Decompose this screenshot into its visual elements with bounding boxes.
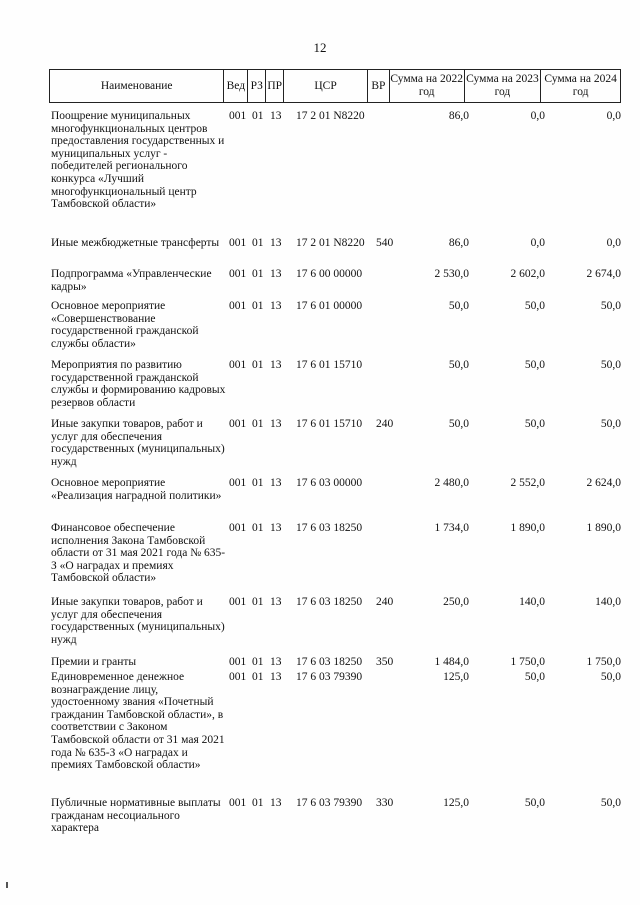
row-sum-2022: 250,0 [443, 596, 469, 608]
header-pr: ПР [266, 70, 284, 102]
row-ved: 001 [229, 671, 247, 683]
row-sum-2023: 50,0 [524, 418, 545, 430]
row-csr: 17 6 03 18250 [296, 596, 363, 608]
row-sum-2024: 0,0 [606, 110, 621, 122]
row-ved: 001 [229, 477, 247, 489]
row-sum-2023: 50,0 [524, 671, 545, 683]
row-name: Мероприятия по развитию государственной гражданской службы и формированию кадровых резервов области [51, 359, 226, 409]
row-pr: 13 [270, 237, 282, 249]
row-sum-2022: 2 480,0 [434, 477, 469, 489]
row-csr: 17 6 03 18250 [296, 656, 363, 668]
row-sum-2023: 1 890,0 [510, 522, 545, 534]
row-ved: 001 [229, 268, 247, 280]
header-sum-2022: Сумма на 2022 год [390, 70, 465, 102]
row-name: Иные закупки товаров, работ и услуг для обеспечения государственных (муниципальных) нужд [51, 418, 225, 468]
row-ved: 001 [229, 522, 247, 534]
row-name: Подпрограмма «Управленческие кадры» [51, 268, 212, 293]
row-ved: 001 [229, 656, 247, 668]
header-sum-2023: Сумма на 2023 год [465, 70, 542, 102]
row-name: Иные закупки товаров, работ и услуг для обеспечения государственных (муниципальных) нужд [51, 596, 225, 646]
row-csr: 17 6 00 00000 [296, 268, 363, 280]
row-vr: 350 [376, 656, 394, 668]
row-pr: 13 [270, 359, 282, 371]
row-pr: 13 [270, 477, 282, 489]
row-csr: 17 2 01 N8220 [296, 110, 365, 122]
row-rz: 01 [252, 418, 264, 430]
row-ved: 001 [229, 110, 247, 122]
row-sum-2022: 50,0 [448, 359, 469, 371]
row-sum-2024: 0,0 [606, 237, 621, 249]
row-sum-2023: 50,0 [524, 797, 545, 809]
row-csr: 17 6 03 79390 [296, 671, 363, 683]
row-sum-2024: 1 890,0 [586, 522, 621, 534]
row-vr: 330 [376, 797, 394, 809]
row-csr: 17 6 03 79390 [296, 797, 363, 809]
row-csr: 17 2 01 N8220 [296, 237, 365, 249]
table-header [49, 69, 621, 103]
row-pr: 13 [270, 268, 282, 280]
row-rz: 01 [252, 671, 264, 683]
row-pr: 13 [270, 110, 282, 122]
row-pr: 13 [270, 522, 282, 534]
row-name: Основное мероприятие «Совершенствование государственной гражданской службы области» [51, 300, 199, 350]
row-sum-2024: 50,0 [600, 671, 621, 683]
row-csr: 17 6 01 15710 [296, 418, 363, 430]
page-number: 12 [313, 40, 327, 55]
row-rz: 01 [252, 300, 264, 312]
row-name: Иные межбюджетные трансферты [51, 237, 220, 249]
row-sum-2022: 86,0 [448, 110, 469, 122]
row-sum-2022: 50,0 [448, 300, 469, 312]
row-ved: 001 [229, 300, 247, 312]
row-rz: 01 [252, 596, 264, 608]
row-sum-2024: 1 750,0 [586, 656, 621, 668]
row-name: Премии и гранты [51, 656, 137, 668]
row-pr: 13 [270, 300, 282, 312]
row-rz: 01 [252, 656, 264, 668]
row-sum-2022: 1 484,0 [434, 656, 469, 668]
header-rz: РЗ [248, 70, 266, 102]
row-sum-2024: 2 674,0 [586, 268, 621, 280]
row-ved: 001 [229, 359, 247, 371]
row-sum-2023: 2 552,0 [510, 477, 545, 489]
row-vr: 240 [376, 418, 394, 430]
row-rz: 01 [252, 110, 264, 122]
row-sum-2024: 50,0 [600, 418, 621, 430]
row-name: Единовременное денежное вознаграждение лицу, удостоенному звания «Почетный гражданин Тамбовской области», в соответствии с Законом Тамбовской области от 31 мая 2021 года № 635-З «О наградах и премиях Тамбовской области» [51, 671, 225, 772]
row-sum-2023: 0,0 [530, 110, 545, 122]
row-sum-2022: 2 530,0 [434, 268, 469, 280]
row-csr: 17 6 03 00000 [296, 477, 363, 489]
row-sum-2022: 1 734,0 [434, 522, 469, 534]
row-rz: 01 [252, 797, 264, 809]
row-sum-2024: 50,0 [600, 797, 621, 809]
row-sum-2024: 140,0 [595, 596, 621, 608]
row-sum-2023: 0,0 [530, 237, 545, 249]
row-pr: 13 [270, 671, 282, 683]
row-ved: 001 [229, 596, 247, 608]
row-ved: 001 [229, 418, 247, 430]
row-pr: 13 [270, 596, 282, 608]
header-csr: ЦСР [284, 70, 368, 102]
header-sum-2024: Сумма на 2024 год [544, 73, 617, 98]
row-sum-2023: 50,0 [524, 300, 545, 312]
row-sum-2022: 50,0 [448, 418, 469, 430]
row-name: Финансовое обеспечение исполнения Закона Тамбовской области от 31 мая 2021 года № 635-З «О наградах и премиях Тамбовской области» [51, 522, 226, 585]
row-sum-2022: 125,0 [443, 671, 469, 683]
row-name: Основное мероприятие «Реализация наградной политики» [51, 477, 222, 502]
row-name: Публичные нормативные выплаты гражданам несоциального характера [51, 797, 221, 835]
row-rz: 01 [252, 268, 264, 280]
header-vr: ВР [368, 70, 390, 102]
row-csr: 17 6 03 18250 [296, 522, 363, 534]
header-ved: Вед [224, 70, 248, 102]
row-pr: 13 [270, 418, 282, 430]
row-name: Поощрение муниципальных многофункциональных центров предоставления государственных и муниципальных услуг - победителей регионального конкурса «Лучший многофункциональный центр Тамбовской области» [51, 110, 225, 211]
row-rz: 01 [252, 522, 264, 534]
row-sum-2024: 50,0 [600, 359, 621, 371]
row-sum-2022: 86,0 [448, 237, 469, 249]
row-sum-2024: 2 624,0 [586, 477, 621, 489]
row-sum-2023: 50,0 [524, 359, 545, 371]
row-rz: 01 [252, 237, 264, 249]
row-vr: 540 [376, 237, 394, 249]
row-pr: 13 [270, 797, 282, 809]
row-pr: 13 [270, 656, 282, 668]
header-name: Наименование [50, 70, 224, 102]
row-vr: 240 [376, 596, 394, 608]
row-sum-2024: 50,0 [600, 300, 621, 312]
row-sum-2023: 140,0 [519, 596, 545, 608]
row-sum-2023: 1 750,0 [510, 656, 545, 668]
row-sum-2023: 2 602,0 [510, 268, 545, 280]
row-csr: 17 6 01 15710 [296, 359, 363, 371]
row-sum-2022: 125,0 [443, 797, 469, 809]
scan-edge-mark [6, 882, 8, 888]
row-rz: 01 [252, 477, 264, 489]
row-rz: 01 [252, 359, 264, 371]
row-ved: 001 [229, 237, 247, 249]
row-csr: 17 6 01 00000 [296, 300, 363, 312]
row-ved: 001 [229, 797, 247, 809]
